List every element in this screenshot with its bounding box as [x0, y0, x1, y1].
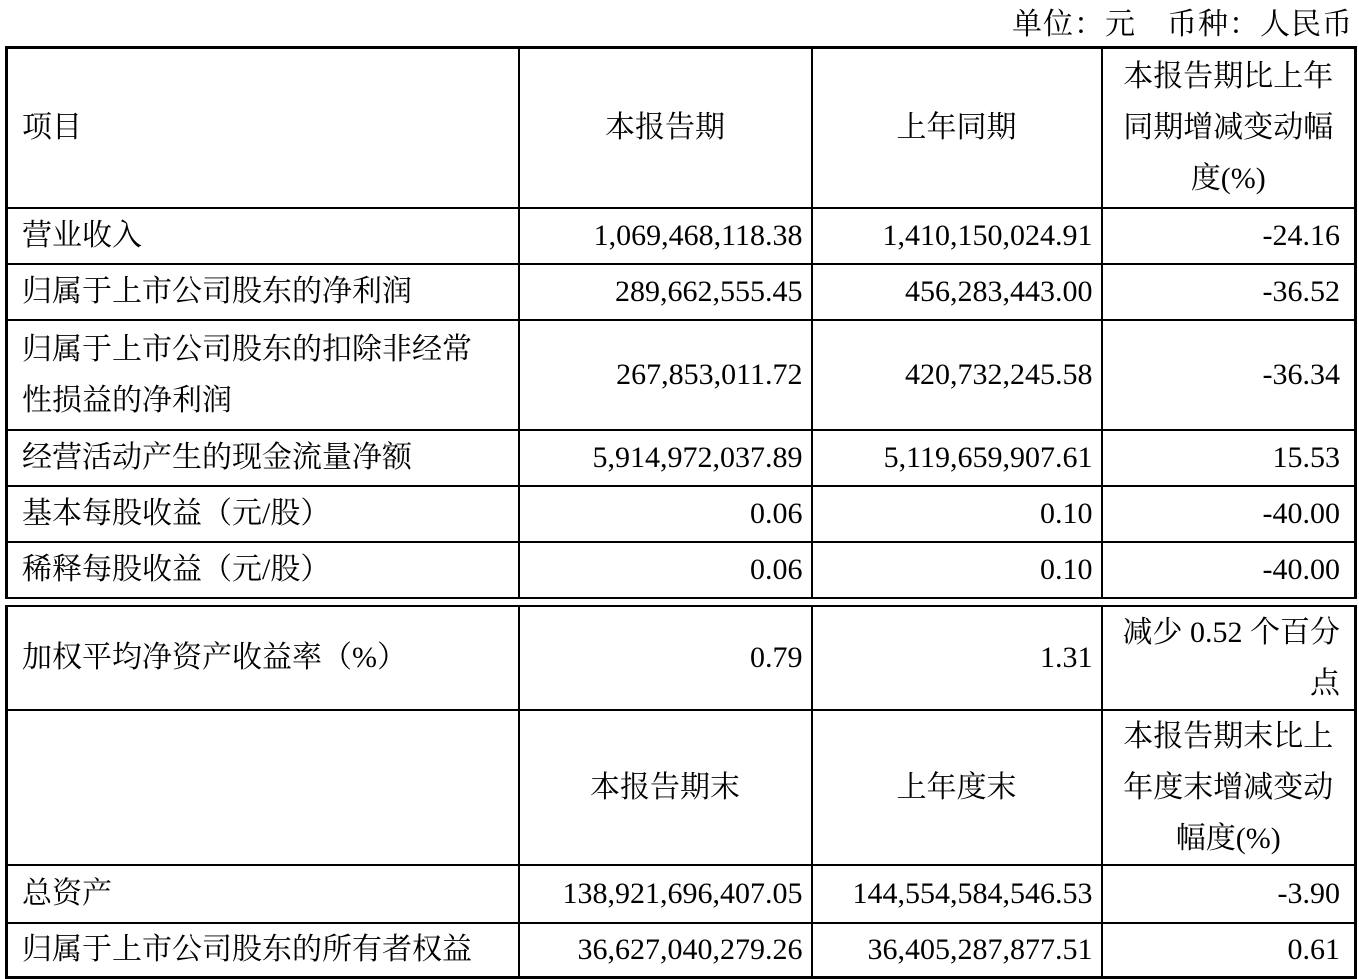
balance-sheet-summary-table — [5, 605, 1357, 979]
cell-prior: 1.31 — [812, 606, 1102, 710]
cell-change: -36.52 — [1102, 264, 1356, 320]
cell-prior: 36,405,287,877.51 — [812, 923, 1102, 978]
cell-current: 289,662,555.45 — [519, 264, 812, 320]
key-financials-table — [5, 46, 1357, 599]
cell-prior: 144,554,584,546.53 — [812, 865, 1102, 923]
cell-current: 1,069,468,118.38 — [519, 208, 812, 264]
column-header-change: 本报告期比上年同期增减变动幅度(%) — [1102, 48, 1356, 208]
cell-current: 0.06 — [519, 542, 812, 598]
cell-current: 267,853,011.72 — [519, 320, 812, 430]
cell-change: 15.53 — [1102, 430, 1356, 486]
row-label: 经营活动产生的现金流量净额 — [7, 430, 519, 486]
cell-change: -24.16 — [1102, 208, 1356, 264]
table-row-diluted-eps — [7, 542, 1356, 598]
cell-change: 0.61 — [1102, 923, 1356, 978]
column-header-current-period: 本报告期 — [519, 48, 812, 208]
column-header-change-period-end: 本报告期末比上年度末增减变动幅度(%) — [1102, 710, 1356, 865]
cell-change: -3.90 — [1102, 865, 1356, 923]
unit-currency-label: 单位：元 币种：人民币 — [0, 4, 1359, 46]
table-row-net-profit-excl-nonrecurring — [7, 320, 1356, 430]
cell-prior: 1,410,150,024.91 — [812, 208, 1102, 264]
table-header-row-period-end — [7, 710, 1356, 865]
column-header-prior-period: 上年同期 — [812, 48, 1102, 208]
row-label: 基本每股收益（元/股） — [7, 486, 519, 542]
cell-current: 36,627,040,279.26 — [519, 923, 812, 978]
cell-change: 减少 0.52 个百分点 — [1102, 606, 1356, 710]
table-header-row — [7, 48, 1356, 208]
cell-current: 5,914,972,037.89 — [519, 430, 812, 486]
cell-prior: 0.10 — [812, 542, 1102, 598]
table-row-shareholders-equity — [7, 923, 1356, 978]
cell-change: -40.00 — [1102, 542, 1356, 598]
cell-prior: 420,732,245.58 — [812, 320, 1102, 430]
cell-change: -36.34 — [1102, 320, 1356, 430]
row-label: 营业收入 — [7, 208, 519, 264]
row-label: 归属于上市公司股东的净利润 — [7, 264, 519, 320]
table-row-weighted-avg-roe — [7, 606, 1356, 710]
cell-prior: 0.10 — [812, 486, 1102, 542]
row-label: 归属于上市公司股东的所有者权益 — [7, 923, 519, 978]
column-header-current-period-end: 本报告期末 — [519, 710, 812, 865]
row-label: 归属于上市公司股东的扣除非经常性损益的净利润 — [7, 320, 519, 430]
cell-current: 138,921,696,407.05 — [519, 865, 812, 923]
table-row-net-profit — [7, 264, 1356, 320]
row-label: 加权平均净资产收益率（%） — [7, 606, 519, 710]
column-header-prior-year-end: 上年度末 — [812, 710, 1102, 865]
table-row-basic-eps — [7, 486, 1356, 542]
table-row-total-assets — [7, 865, 1356, 923]
cell-current: 0.79 — [519, 606, 812, 710]
column-header-item: 项目 — [7, 48, 519, 208]
table-row-revenue — [7, 208, 1356, 264]
cell-current: 0.06 — [519, 486, 812, 542]
cell-change: -40.00 — [1102, 486, 1356, 542]
row-label: 稀释每股收益（元/股） — [7, 542, 519, 598]
table-row-operating-cash-flow — [7, 430, 1356, 486]
cell-prior: 5,119,659,907.61 — [812, 430, 1102, 486]
column-header-item-blank — [7, 710, 519, 865]
cell-prior: 456,283,443.00 — [812, 264, 1102, 320]
row-label: 总资产 — [7, 865, 519, 923]
